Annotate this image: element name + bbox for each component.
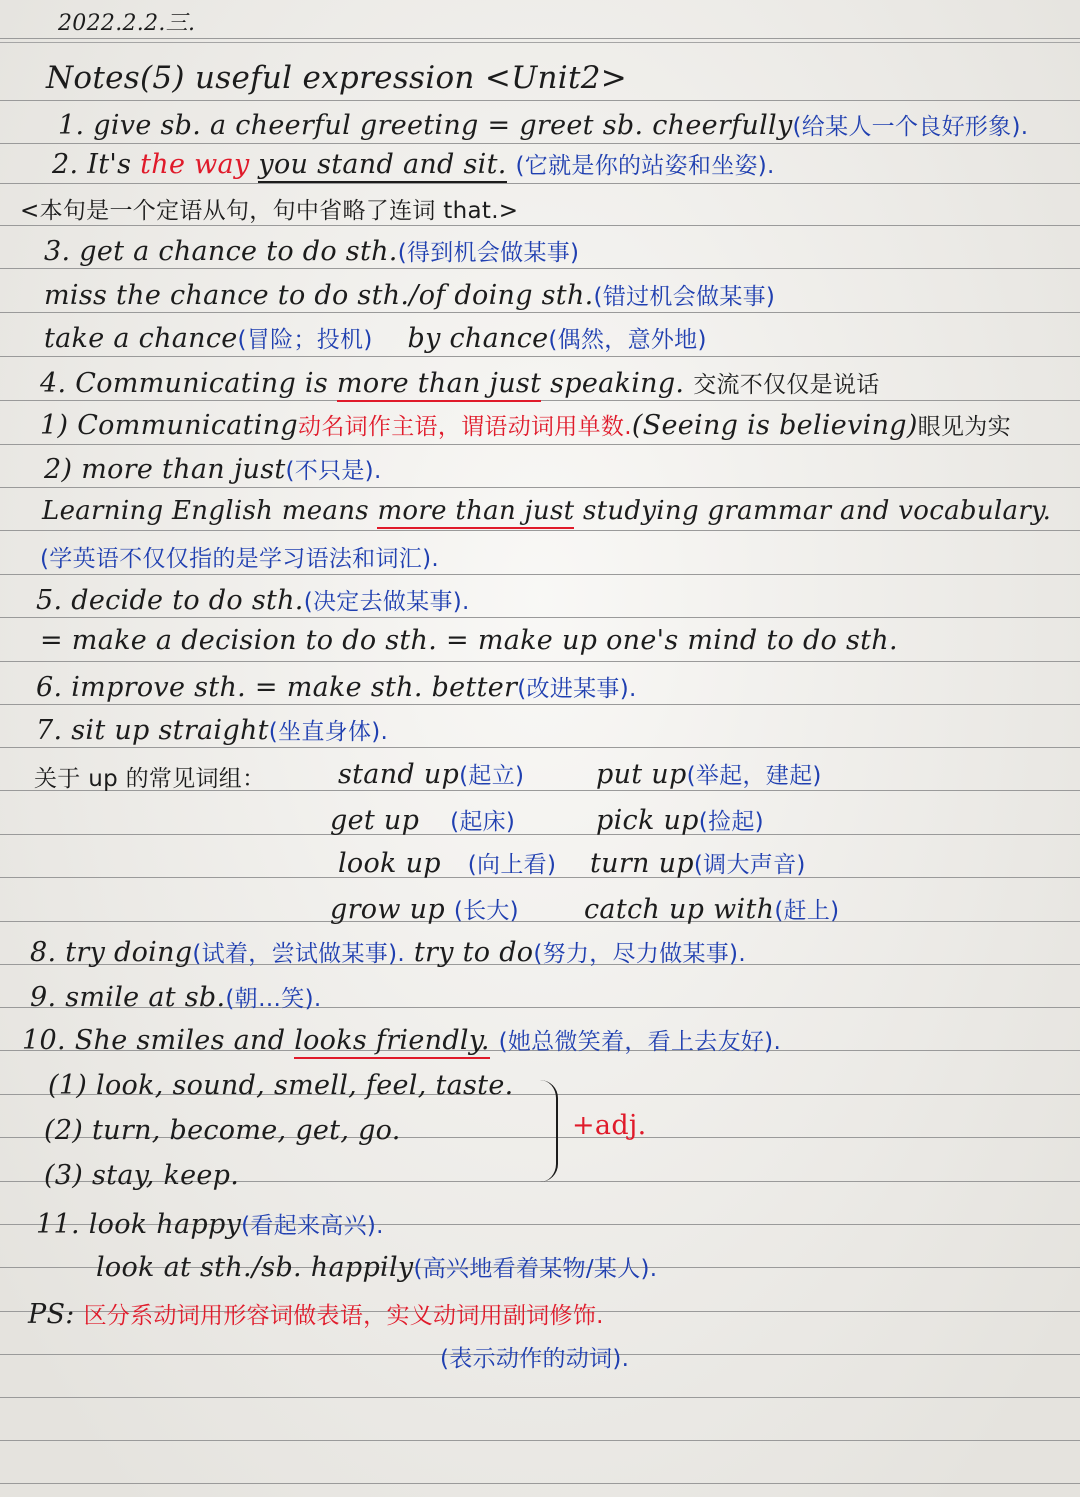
translation: (举起，建起): [686, 763, 822, 789]
note-line: [36, 713, 388, 746]
ruled-line: [0, 747, 1080, 748]
verb-list-item: (3) stay, keep.: [44, 1160, 240, 1191]
note-text: take a chance: [44, 323, 238, 354]
highlight-text: 动名词作主语，谓语动词用单数.: [298, 414, 632, 440]
ruled-line: [0, 487, 1080, 488]
date: 2022.2.2.三.: [58, 11, 196, 36]
translation: (学英语不仅仅指的是学习语法和词汇).: [40, 546, 439, 572]
translation: (长大): [453, 898, 519, 924]
translation: (起立): [459, 763, 525, 789]
phrase-text: grow up: [330, 894, 445, 925]
underlined-text: more than just: [337, 368, 541, 402]
translation: (错过机会做某事): [593, 284, 776, 310]
ruled-line: [0, 704, 1080, 705]
ruled-line: [0, 225, 1080, 226]
ruled-line: [0, 268, 1080, 269]
translation: (努力，尽力做某事).: [533, 941, 746, 967]
note-line: [44, 452, 382, 485]
note-line: [44, 278, 775, 311]
note-line: [96, 1250, 657, 1283]
phrase-text: catch up with: [584, 894, 775, 925]
note-text: 6. improve sth. = make sth. better: [36, 672, 518, 703]
translation: (偶然，意外地): [548, 327, 707, 353]
note-line: [44, 321, 707, 354]
note-text: 3. get a chance to do sth.: [44, 236, 398, 267]
note-line: = make a decision to do sth. = make up one's mind to do sth.: [40, 625, 898, 656]
phrase-item: [338, 846, 556, 879]
note-line: [36, 670, 637, 703]
phrase-item: [330, 892, 519, 925]
curly-brace: [540, 1080, 558, 1182]
highlight-text: the way: [140, 149, 250, 180]
phrase-item: [596, 757, 822, 790]
phrase-text: put up: [596, 759, 687, 790]
note-text: (Seeing is believing): [631, 410, 918, 441]
note-line: [58, 108, 1028, 141]
note-text: 2. It's: [52, 149, 132, 180]
note-line: <本句是一个定语从句，句中省略了连词 that.>: [20, 198, 519, 224]
note-text: 4. Communicating is: [40, 368, 329, 399]
phrase-text: get up: [330, 805, 420, 836]
adj-note: +adj.: [572, 1110, 647, 1141]
phrase-text: look up: [338, 848, 441, 879]
ruled-line: [0, 312, 1080, 313]
note-line: [30, 980, 321, 1013]
note-text: try to do: [413, 937, 534, 968]
note-line: [28, 1297, 604, 1330]
translation: (向上看): [467, 852, 557, 878]
note-line: [52, 147, 775, 180]
translation: (捡起): [698, 809, 764, 835]
translation: (试着，尝试做某事).: [192, 941, 405, 967]
ruled-line: [0, 530, 1080, 531]
translation: 交流不仅仅是说话: [693, 372, 880, 398]
translation: (决定去做某事).: [303, 589, 470, 615]
ruled-line: [0, 834, 1080, 835]
ps-label: PS:: [28, 1299, 75, 1330]
verb-list-item: (1) look, sound, smell, feel, taste.: [48, 1070, 514, 1101]
note-line: [42, 496, 1051, 526]
note-line: [36, 1207, 384, 1240]
note-text: Learning English means: [42, 496, 369, 526]
ruled-line: [0, 183, 1080, 184]
section-label: 关于 up 的常见词组：: [34, 766, 266, 792]
note-line: [40, 366, 880, 399]
note-line: [22, 1023, 781, 1056]
translation: (朝…笑).: [225, 986, 322, 1012]
ruled-line: [0, 661, 1080, 662]
note-text: 2) more than just: [44, 454, 286, 485]
note-text: 1. give sb. a cheerful greeting = greet sb. cheerfully: [58, 110, 793, 141]
note-text: 7. sit up straight: [36, 715, 269, 746]
ruled-line: [0, 38, 1080, 39]
underlined-text: looks friendly.: [294, 1025, 490, 1059]
note-line: [36, 583, 470, 616]
note-text: miss the chance to do sth./of doing sth.: [44, 280, 594, 311]
translation: (调大声音): [693, 852, 806, 878]
highlight-text: 区分系动词用形容词做表语，实义动词用副词修饰.: [83, 1303, 604, 1329]
translation: (起床): [450, 809, 516, 835]
note-line: [44, 234, 579, 267]
translation: (冒险；投机): [237, 327, 373, 353]
ruled-line: [0, 617, 1080, 618]
note-text: 8. try doing: [30, 937, 193, 968]
translation: (得到机会做某事): [397, 240, 580, 266]
translation: 眼见为实: [917, 414, 1011, 440]
note-text: 5. decide to do sth.: [36, 585, 304, 616]
ruled-line: [0, 1440, 1080, 1441]
phrase-item: [338, 757, 524, 790]
ruled-line: [0, 1397, 1080, 1398]
note-text: 1) Communicating: [40, 410, 299, 441]
translation: (看起来高兴).: [241, 1213, 384, 1239]
note-text: studying grammar and vocabulary.: [582, 496, 1052, 526]
translation: (她总微笑着，看上去友好).: [498, 1029, 782, 1055]
ruled-line: [0, 921, 1080, 922]
phrase-text: stand up: [338, 759, 460, 790]
translation: (坐直身体).: [268, 719, 389, 745]
ruled-line: [0, 100, 1080, 101]
translation: (不只是).: [285, 458, 382, 484]
phrase-item: [596, 803, 764, 836]
ruled-line: [0, 574, 1080, 575]
translation: (赶上): [774, 898, 840, 924]
note-text: you stand and sit.: [258, 149, 506, 183]
translation: (它就是你的站姿和坐姿).: [515, 153, 775, 179]
translation: (改进某事).: [517, 676, 637, 702]
phrase-text: pick up: [596, 805, 699, 836]
note-text: look at sth./sb. happily: [96, 1252, 414, 1283]
ruled-line: [0, 444, 1080, 445]
note-text: 11. look happy: [36, 1209, 242, 1240]
phrase-item: [584, 892, 839, 925]
page-title: Notes(5) useful expression <Unit2>: [46, 60, 628, 96]
translation: (高兴地看着某物/某人).: [413, 1256, 658, 1282]
phrase-item: [590, 846, 806, 879]
ruled-line: [0, 143, 1080, 144]
phrase-item: [330, 803, 515, 836]
note-line: [30, 935, 746, 968]
note-text: speaking.: [550, 368, 685, 399]
underlined-text: more than just: [377, 496, 574, 529]
verb-list-item: (2) turn, become, get, go.: [44, 1115, 401, 1146]
note-text: by chance: [407, 323, 549, 354]
translation: (表示动作的动词).: [440, 1346, 630, 1372]
note-text: 9. smile at sb.: [30, 982, 226, 1013]
note-text: 10. She smiles and: [22, 1025, 286, 1056]
ruled-line: [0, 356, 1080, 357]
ruled-line: [0, 1483, 1080, 1484]
phrase-text: turn up: [590, 848, 694, 879]
translation: (给某人一个良好形象).: [792, 114, 1029, 140]
note-line: [40, 408, 1011, 441]
